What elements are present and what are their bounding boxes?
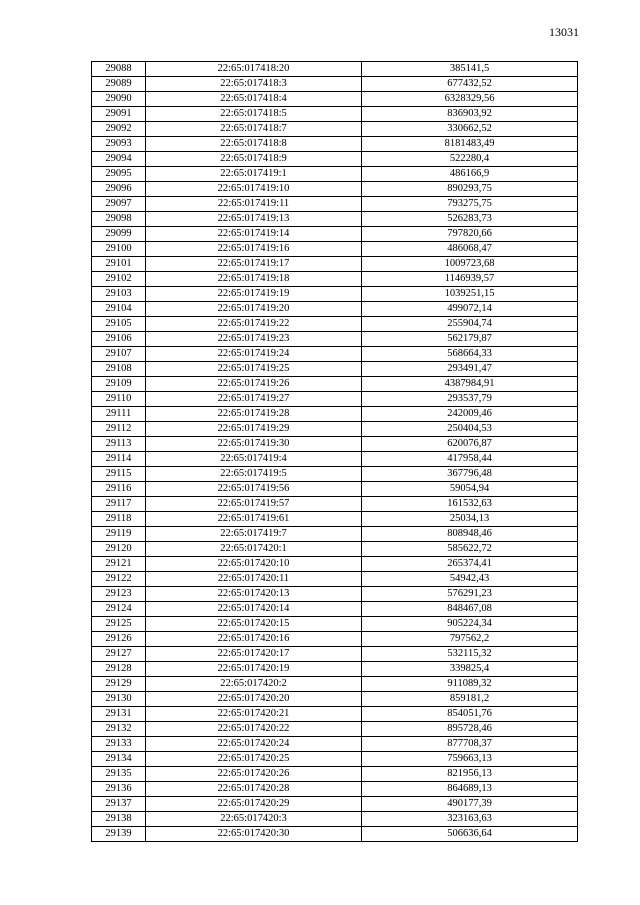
row-number-cell: 29139 <box>92 827 146 842</box>
cadastral-number-cell: 22:65:017419:23 <box>146 332 362 347</box>
cadastral-value-cell: 293537,79 <box>362 392 578 407</box>
cadastral-number-cell: 22:65:017420:26 <box>146 767 362 782</box>
cadastral-number-cell: 22:65:017419:1 <box>146 167 362 182</box>
table-row <box>92 377 578 392</box>
cadastral-number-cell: 22:65:017420:17 <box>146 647 362 662</box>
row-number-cell: 29133 <box>92 737 146 752</box>
table-row <box>92 722 578 737</box>
cadastral-value-cell: 367796,48 <box>362 467 578 482</box>
table-row <box>92 452 578 467</box>
row-number-cell: 29118 <box>92 512 146 527</box>
row-number-cell: 29107 <box>92 347 146 362</box>
table-row <box>92 437 578 452</box>
cadastral-number-cell: 22:65:017419:14 <box>146 227 362 242</box>
table-row <box>92 122 578 137</box>
row-number-cell: 29114 <box>92 452 146 467</box>
table-row <box>92 527 578 542</box>
table-row <box>92 422 578 437</box>
row-number-cell: 29097 <box>92 197 146 212</box>
table-row <box>92 557 578 572</box>
table-row <box>92 587 578 602</box>
cadastral-value-cell: 330662,52 <box>362 122 578 137</box>
row-number-cell: 29134 <box>92 752 146 767</box>
cadastral-number-cell: 22:65:017419:29 <box>146 422 362 437</box>
cadastral-number-cell: 22:65:017419:28 <box>146 407 362 422</box>
table-row <box>92 347 578 362</box>
cadastral-value-cell: 905224,34 <box>362 617 578 632</box>
cadastral-value-cell: 854051,76 <box>362 707 578 722</box>
cadastral-value-cell: 859181,2 <box>362 692 578 707</box>
row-number-cell: 29137 <box>92 797 146 812</box>
cadastral-value-cell: 25034,13 <box>362 512 578 527</box>
cadastral-value-cell: 54942,43 <box>362 572 578 587</box>
cadastral-value-cell: 808948,46 <box>362 527 578 542</box>
row-number-cell: 29124 <box>92 602 146 617</box>
table-row <box>92 317 578 332</box>
cadastral-value-cell: 877708,37 <box>362 737 578 752</box>
cadastral-number-cell: 22:65:017419:20 <box>146 302 362 317</box>
cadastral-number-cell: 22:65:017420:15 <box>146 617 362 632</box>
cadastral-value-cell: 864689,13 <box>362 782 578 797</box>
cadastral-value-cell: 161532,63 <box>362 497 578 512</box>
cadastral-number-cell: 22:65:017420:19 <box>146 662 362 677</box>
cadastral-number-cell: 22:65:017418:8 <box>146 137 362 152</box>
cadastral-number-cell: 22:65:017419:10 <box>146 182 362 197</box>
row-number-cell: 29092 <box>92 122 146 137</box>
cadastral-value-cell: 797562,2 <box>362 632 578 647</box>
table-row <box>92 77 578 92</box>
cadastral-number-cell: 22:65:017419:5 <box>146 467 362 482</box>
row-number-cell: 29121 <box>92 557 146 572</box>
cadastral-value-cell: 759663,13 <box>362 752 578 767</box>
table-row <box>92 737 578 752</box>
row-number-cell: 29129 <box>92 677 146 692</box>
row-number-cell: 29098 <box>92 212 146 227</box>
row-number-cell: 29135 <box>92 767 146 782</box>
row-number-cell: 29100 <box>92 242 146 257</box>
table-row <box>92 692 578 707</box>
cadastral-value-cell: 242009,46 <box>362 407 578 422</box>
cadastral-value-cell: 490177,39 <box>362 797 578 812</box>
cadastral-number-cell: 22:65:017420:3 <box>146 812 362 827</box>
row-number-cell: 29115 <box>92 467 146 482</box>
cadastral-number-cell: 22:65:017419:19 <box>146 287 362 302</box>
cadastral-value-cell: 250404,53 <box>362 422 578 437</box>
row-number-cell: 29101 <box>92 257 146 272</box>
cadastral-number-cell: 22:65:017420:14 <box>146 602 362 617</box>
cadastral-number-cell: 22:65:017419:22 <box>146 317 362 332</box>
row-number-cell: 29109 <box>92 377 146 392</box>
row-number-cell: 29116 <box>92 482 146 497</box>
row-number-cell: 29102 <box>92 272 146 287</box>
row-number-cell: 29096 <box>92 182 146 197</box>
table-row <box>92 137 578 152</box>
row-number-cell: 29105 <box>92 317 146 332</box>
cadastral-number-cell: 22:65:017420:28 <box>146 782 362 797</box>
table-row <box>92 497 578 512</box>
cadastral-number-cell: 22:65:017420:13 <box>146 587 362 602</box>
table-row <box>92 512 578 527</box>
row-number-cell: 29132 <box>92 722 146 737</box>
row-number-cell: 29110 <box>92 392 146 407</box>
cadastral-value-cell: 576291,23 <box>362 587 578 602</box>
cadastral-value-cell: 562179,87 <box>362 332 578 347</box>
cadastral-value-cell: 265374,41 <box>362 557 578 572</box>
cadastral-number-cell: 22:65:017419:7 <box>146 527 362 542</box>
cadastral-value-cell: 417958,44 <box>362 452 578 467</box>
cadastral-number-cell: 22:65:017419:61 <box>146 512 362 527</box>
cadastral-value-table <box>91 61 578 842</box>
cadastral-value-cell: 532115,32 <box>362 647 578 662</box>
row-number-cell: 29138 <box>92 812 146 827</box>
cadastral-value-cell: 486068,47 <box>362 242 578 257</box>
table-row <box>92 812 578 827</box>
cadastral-value-cell: 323163,63 <box>362 812 578 827</box>
row-number-cell: 29130 <box>92 692 146 707</box>
cadastral-value-cell: 911089,32 <box>362 677 578 692</box>
cadastral-number-cell: 22:65:017418:5 <box>146 107 362 122</box>
row-number-cell: 29091 <box>92 107 146 122</box>
cadastral-number-cell: 22:65:017419:13 <box>146 212 362 227</box>
cadastral-number-cell: 22:65:017420:25 <box>146 752 362 767</box>
table-row <box>92 272 578 287</box>
row-number-cell: 29089 <box>92 77 146 92</box>
table-row <box>92 797 578 812</box>
table-row <box>92 677 578 692</box>
cadastral-value-cell: 499072,14 <box>362 302 578 317</box>
cadastral-value-cell: 255904,74 <box>362 317 578 332</box>
cadastral-number-cell: 22:65:017420:30 <box>146 827 362 842</box>
row-number-cell: 29122 <box>92 572 146 587</box>
table-row <box>92 302 578 317</box>
cadastral-number-cell: 22:65:017420:11 <box>146 572 362 587</box>
row-number-cell: 29136 <box>92 782 146 797</box>
cadastral-number-cell: 22:65:017419:56 <box>146 482 362 497</box>
cadastral-value-cell: 486166,9 <box>362 167 578 182</box>
row-number-cell: 29088 <box>92 62 146 77</box>
cadastral-value-cell: 385141,5 <box>362 62 578 77</box>
cadastral-number-cell: 22:65:017419:27 <box>146 392 362 407</box>
table-row <box>92 392 578 407</box>
cadastral-value-cell: 821956,13 <box>362 767 578 782</box>
cadastral-number-cell: 22:65:017419:57 <box>146 497 362 512</box>
cadastral-number-cell: 22:65:017419:4 <box>146 452 362 467</box>
table-row <box>92 227 578 242</box>
table-row <box>92 647 578 662</box>
cadastral-value-cell: 677432,52 <box>362 77 578 92</box>
cadastral-number-cell: 22:65:017419:24 <box>146 347 362 362</box>
cadastral-number-cell: 22:65:017420:1 <box>146 542 362 557</box>
table-row <box>92 332 578 347</box>
cadastral-number-cell: 22:65:017418:9 <box>146 152 362 167</box>
row-number-cell: 29126 <box>92 632 146 647</box>
cadastral-number-cell: 22:65:017420:16 <box>146 632 362 647</box>
row-number-cell: 29128 <box>92 662 146 677</box>
cadastral-value-cell: 620076,87 <box>362 437 578 452</box>
row-number-cell: 29125 <box>92 617 146 632</box>
table-row <box>92 62 578 77</box>
cadastral-number-cell: 22:65:017420:21 <box>146 707 362 722</box>
cadastral-value-cell: 339825,4 <box>362 662 578 677</box>
table-row <box>92 542 578 557</box>
row-number-cell: 29119 <box>92 527 146 542</box>
row-number-cell: 29117 <box>92 497 146 512</box>
row-number-cell: 29111 <box>92 407 146 422</box>
table-row <box>92 707 578 722</box>
cadastral-number-cell: 22:65:017420:10 <box>146 557 362 572</box>
cadastral-number-cell: 22:65:017418:3 <box>146 77 362 92</box>
table-row <box>92 467 578 482</box>
table-row <box>92 407 578 422</box>
cadastral-value-cell: 4387984,91 <box>362 377 578 392</box>
table-row <box>92 287 578 302</box>
row-number-cell: 29120 <box>92 542 146 557</box>
cadastral-number-cell: 22:65:017419:25 <box>146 362 362 377</box>
table-row <box>92 152 578 167</box>
table-row <box>92 827 578 842</box>
table-row <box>92 662 578 677</box>
page-number: 13031 <box>549 25 579 39</box>
cadastral-value-cell: 585622,72 <box>362 542 578 557</box>
table-row <box>92 107 578 122</box>
cadastral-number-cell: 22:65:017420:22 <box>146 722 362 737</box>
cadastral-value-cell: 797820,66 <box>362 227 578 242</box>
row-number-cell: 29127 <box>92 647 146 662</box>
cadastral-value-cell: 8181483,49 <box>362 137 578 152</box>
cadastral-value-cell: 59054,94 <box>362 482 578 497</box>
row-number-cell: 29106 <box>92 332 146 347</box>
cadastral-number-cell: 22:65:017418:20 <box>146 62 362 77</box>
cadastral-value-cell: 1146939,57 <box>362 272 578 287</box>
cadastral-number-cell: 22:65:017420:29 <box>146 797 362 812</box>
cadastral-value-cell: 568664,33 <box>362 347 578 362</box>
table-row <box>92 242 578 257</box>
table-row <box>92 92 578 107</box>
cadastral-value-cell: 1039251,15 <box>362 287 578 302</box>
cadastral-number-cell: 22:65:017419:17 <box>146 257 362 272</box>
row-number-cell: 29093 <box>92 137 146 152</box>
table-row <box>92 617 578 632</box>
row-number-cell: 29103 <box>92 287 146 302</box>
cadastral-value-cell: 890293,75 <box>362 182 578 197</box>
table-row <box>92 197 578 212</box>
row-number-cell: 29108 <box>92 362 146 377</box>
row-number-cell: 29099 <box>92 227 146 242</box>
cadastral-number-cell: 22:65:017418:7 <box>146 122 362 137</box>
cadastral-value-cell: 522280,4 <box>362 152 578 167</box>
table-row <box>92 632 578 647</box>
table-row <box>92 482 578 497</box>
cadastral-value-cell: 6328329,56 <box>362 92 578 107</box>
cadastral-value-cell: 506636,64 <box>362 827 578 842</box>
cadastral-number-cell: 22:65:017419:30 <box>146 437 362 452</box>
cadastral-value-cell: 836903,92 <box>362 107 578 122</box>
cadastral-value-cell: 1009723,68 <box>362 257 578 272</box>
cadastral-number-cell: 22:65:017420:2 <box>146 677 362 692</box>
row-number-cell: 29090 <box>92 92 146 107</box>
row-number-cell: 29094 <box>92 152 146 167</box>
cadastral-value-cell: 895728,46 <box>362 722 578 737</box>
cadastral-number-cell: 22:65:017420:20 <box>146 692 362 707</box>
cadastral-number-cell: 22:65:017419:18 <box>146 272 362 287</box>
row-number-cell: 29123 <box>92 587 146 602</box>
cadastral-number-cell: 22:65:017419:26 <box>146 377 362 392</box>
row-number-cell: 29095 <box>92 167 146 182</box>
cadastral-value-cell: 793275,75 <box>362 197 578 212</box>
table-row <box>92 767 578 782</box>
row-number-cell: 29131 <box>92 707 146 722</box>
table-row <box>92 572 578 587</box>
table-row <box>92 212 578 227</box>
cadastral-number-cell: 22:65:017419:11 <box>146 197 362 212</box>
cadastral-value-cell: 293491,47 <box>362 362 578 377</box>
row-number-cell: 29113 <box>92 437 146 452</box>
table-row <box>92 362 578 377</box>
cadastral-value-cell: 526283,73 <box>362 212 578 227</box>
table-row <box>92 182 578 197</box>
table-row <box>92 167 578 182</box>
cadastral-number-cell: 22:65:017419:16 <box>146 242 362 257</box>
table-row <box>92 782 578 797</box>
row-number-cell: 29104 <box>92 302 146 317</box>
cadastral-number-cell: 22:65:017418:4 <box>146 92 362 107</box>
cadastral-number-cell: 22:65:017420:24 <box>146 737 362 752</box>
table-row <box>92 257 578 272</box>
table-row <box>92 752 578 767</box>
row-number-cell: 29112 <box>92 422 146 437</box>
table-body <box>92 62 578 842</box>
cadastral-value-cell: 848467,08 <box>362 602 578 617</box>
table-row <box>92 602 578 617</box>
